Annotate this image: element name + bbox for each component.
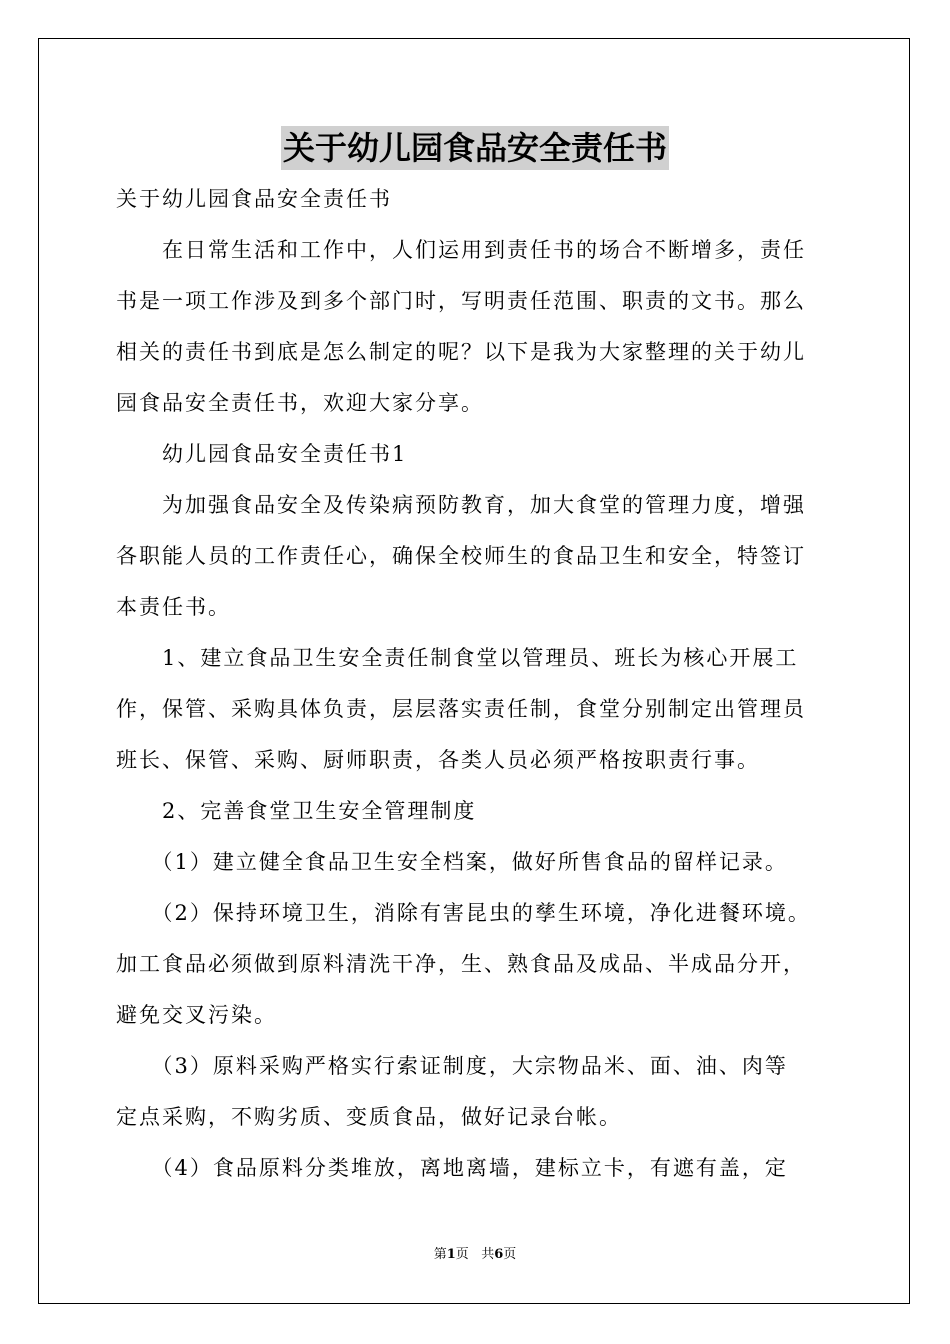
body-line-4: 相关的责任书到底是怎么制定的呢？以下是我为大家整理的关于幼儿: [116, 340, 806, 364]
body-line-10: 1、建立食品卫生安全责任制食堂以管理员、班长为核心开展工: [116, 646, 799, 670]
body-line-18: （3）原料采购严格实行索证制度，大宗物品米、面、油、肉等: [116, 1054, 788, 1078]
body-line-2: 在日常生活和工作中，人们运用到责任书的场合不断增多，责任: [116, 238, 806, 262]
footer-total-pages: 6: [494, 1247, 504, 1262]
body-line-3: 书是一项工作涉及到多个部门时，写明责任范围、职责的文书。那么: [116, 289, 806, 313]
body-line-16: 加工食品必须做到原料清洗干净，生、熟食品及成品、半成品分开，: [116, 952, 806, 976]
footer-page-prefix: 第: [433, 1247, 447, 1262]
footer-page-number: 1: [446, 1247, 456, 1262]
body-line-9: 本责任书。: [116, 595, 231, 619]
body-line-5: 园食品安全责任书，欢迎大家分享。: [116, 391, 484, 415]
body-line-14: （1）建立健全食品卫生安全档案，做好所售食品的留样记录。: [116, 850, 788, 874]
body-line-20: （4）食品原料分类堆放，离地离墙，建标立卡，有遮有盖，定: [116, 1156, 788, 1180]
footer-page-suffix: 页: [455, 1247, 469, 1262]
body-line-17: 避免交叉污染。: [116, 1003, 277, 1027]
body-line-8: 各职能人员的工作责任心，确保全校师生的食品卫生和安全，特签订: [116, 544, 806, 568]
body-line-12: 班长、保管、采购、厨师职责，各类人员必须严格按职责行事。: [116, 748, 760, 772]
body-line-11: 作，保管、采购具体负责，层层落实责任制，食堂分别制定出管理员: [116, 697, 806, 721]
footer-total-prefix: 共: [481, 1247, 495, 1262]
body-line-15: （2）保持环境卫生，消除有害昆虫的孳生环境，净化进餐环境。: [116, 901, 811, 925]
title-wrap: [0, 126, 950, 170]
document-title: 关于幼儿园食品安全责任书: [281, 126, 669, 170]
body-line-1: 关于幼儿园食品安全责任书: [116, 187, 392, 211]
body-line-7: 为加强食品安全及传染病预防教育，加大食堂的管理力度，增强: [116, 493, 806, 517]
page-footer: [0, 1246, 950, 1264]
body-line-19: 定点采购，不购劣质、变质食品，做好记录台帐。: [116, 1105, 622, 1129]
body-line-13: 2、完善食堂卫生安全管理制度: [116, 799, 477, 823]
section-heading-1: 幼儿园食品安全责任书1: [116, 442, 408, 466]
footer-total-suffix: 页: [503, 1247, 517, 1262]
